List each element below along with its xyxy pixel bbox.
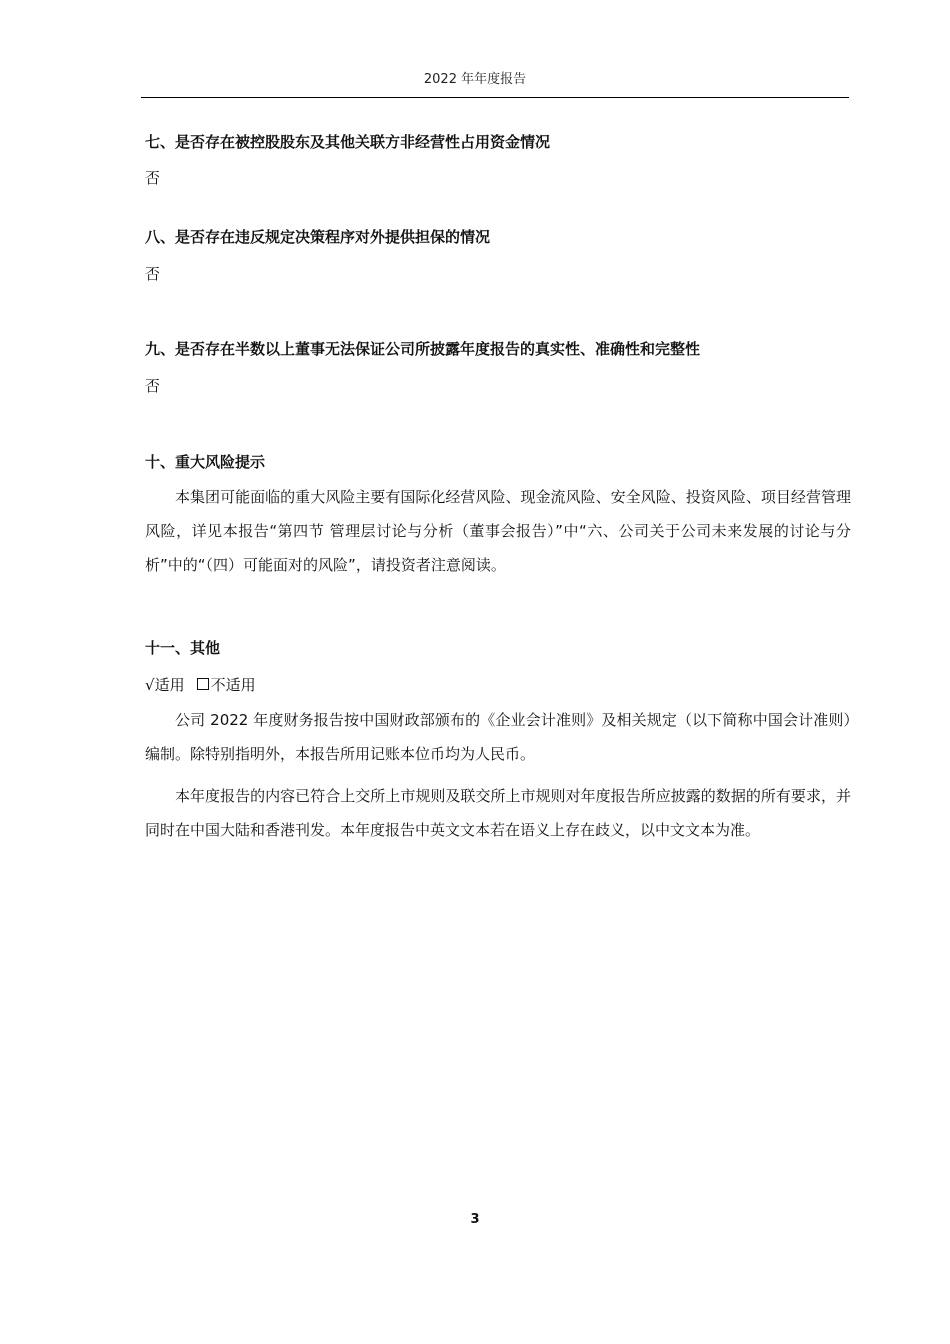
section-11-heading: 十一、其他 [145, 639, 221, 657]
section-7-answer: 否 [145, 169, 161, 187]
risk-paragraph: 本集团可能面临的重大风险主要有国际化经营风险、现金流风险、安全风险、投资风险、项目经营管理风险，详见本报告“第四节 管理层讨论与分析（董事会报告）”中“六、公司关于公司未来发展的讨论与分析”中的“（四）可能面对的风险”，请投资者注意阅读。 [145, 488, 851, 574]
applicable-label: 适用 [154, 676, 185, 694]
section-9-heading: 九、是否存在半数以上董事无法保证公司所披露年度报告的真实性、准确性和完整性 [145, 340, 701, 358]
applicability-options [145, 674, 256, 695]
section-10-heading: 十、重大风险提示 [145, 453, 266, 471]
section-9-answer: 否 [145, 377, 161, 395]
check-mark-icon: √ [145, 676, 155, 694]
disclosure-paragraph: 本年度报告的内容已符合上交所上市规则及联交所上市规则对年度报告所应披露的数据的所有要求，并同时在中国大陆和香港刊发。本年度报告中英文文本若在语义上存在歧义，以中文文本为准。 [145, 787, 851, 839]
report-title: 2022 年年度报告 [423, 72, 527, 87]
header-divider [141, 97, 849, 98]
page-number: 3 [470, 1212, 480, 1227]
not-applicable-label: 不适用 [210, 676, 256, 694]
section-7-heading: 七、是否存在被控股股东及其他关联方非经营性占用资金情况 [145, 133, 551, 151]
section-8-answer: 否 [145, 265, 161, 283]
accounting-standards-paragraph: 公司 2022 年度财务报告按中国财政部颁布的《企业会计准则》及相关规定（以下简称中国会计准则）编制。除特别指明外，本报告所用记账本位币均为人民币。 [145, 711, 851, 763]
section-8-heading: 八、是否存在违反规定决策程序对外提供担保的情况 [145, 228, 491, 246]
empty-checkbox-icon [197, 678, 209, 690]
